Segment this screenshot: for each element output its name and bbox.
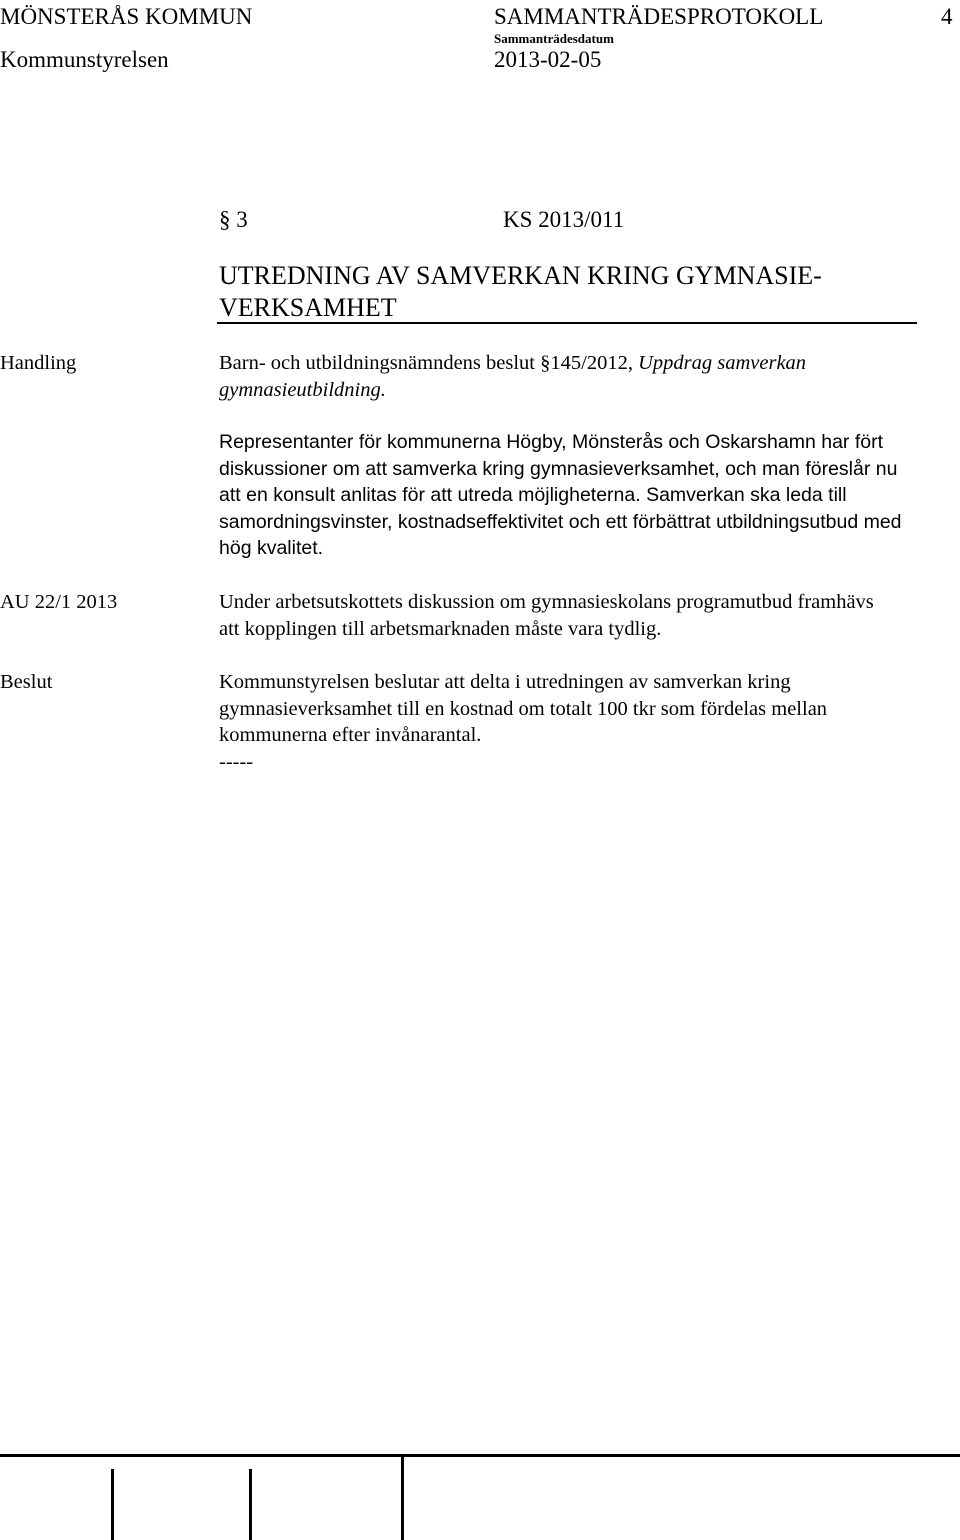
handling-text-main: Barn- och utbildningsnämndens beslut [219,352,541,374]
date-label: Sammanträdesdatum [494,31,614,46]
handling-paragraph-symbol: § [540,352,551,374]
intro-paragraph: Representanter för kommunerna Högby, Mönsterås och Oskarshamn har fört diskussioner om att samverka kring gymnasieverksamhet, och man föreslår nu att en konsult anlitas för att utreda möjligheterna. Samverkan ska leda till samordningsvinster, kostnadseffektivitet och ett förbättrat utbildningsutbud med hög kvalitet. [219,431,902,559]
signature-box-divider-1 [111,1469,114,1540]
handling-reference: 145/2012, [550,352,639,374]
section-number-value: 3 [236,207,248,232]
municipality-name: MÖNSTERÅS KOMMUN [0,4,253,29]
title-underline [217,322,917,324]
meeting-date: 2013-02-05 [494,47,602,72]
handling-title: Uppdrag samverkan gymnasieutbildning. [219,352,807,401]
au-text: Under arbetsutskottets diskussion om gymnasieskolans programutbud framhävs att kopplingen till arbetsmarknaden måste vara tydlig. [219,591,874,640]
signature-box-divider-2 [249,1469,252,1540]
end-marker: ----- [219,751,254,773]
handling-text [219,350,909,403]
section-title-line-2: VERKSAMHET [219,293,397,322]
signature-table-top-rule [0,1454,960,1457]
handling-label: Handling [0,352,77,374]
au-label: AU 22/1 2013 [0,591,118,613]
section-number [219,207,248,233]
page-number: 4 [941,4,953,29]
beslut-text: Kommunstyrelsen beslutar att delta i utredningen av samverkan kring gymnasieverksamhet till en kostnad om totalt 100 tkr som fördelas mellan kommunerna efter invånarantal. [219,671,828,746]
case-number: KS 2013/011 [503,207,625,232]
committee-name: Kommunstyrelsen [0,47,169,72]
signature-box-divider-3 [401,1455,404,1540]
paragraph-symbol: § [219,207,231,232]
beslut-label: Beslut [0,671,53,693]
document-type: SAMMANTRÄDESPROTOKOLL [494,4,824,29]
section-title-line-1: UTREDNING AV SAMVERKAN KRING GYMNASIE- [219,261,822,290]
